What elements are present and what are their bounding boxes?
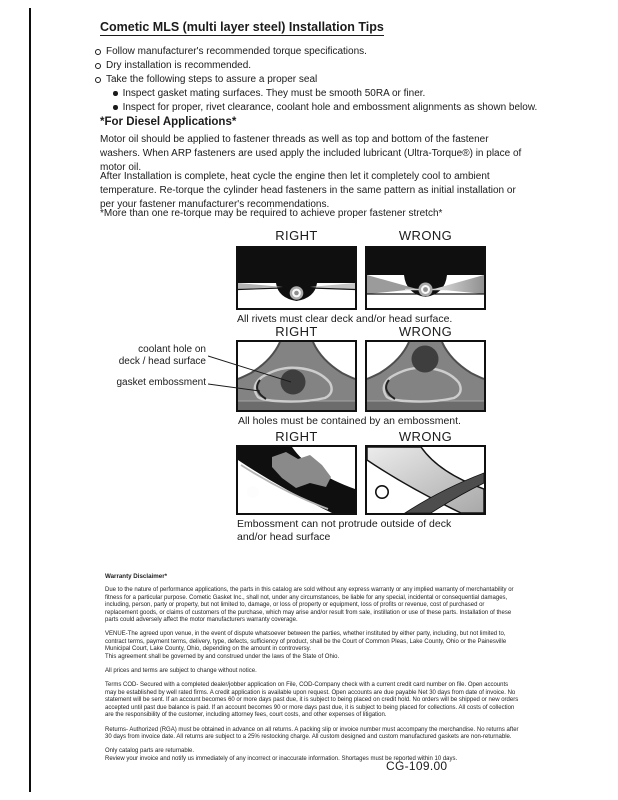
callout-text: gasket embossment bbox=[116, 377, 206, 388]
list-item bbox=[113, 101, 537, 115]
legal-paragraph: VENUE-The agreed upon venue, in the event of dispute whatsoever between the parties, whether instituted by either party, including, but not limited to, contract terms, payment terms, delivery, type, defects, sufficiency of product, shall be the Court of Common Pleas, Lake County, Ohio or the Painesville Municipal Court, Lake County, Ohio, depending on the amount in controversy. bbox=[105, 631, 507, 653]
wrong-label: WRONG bbox=[398, 324, 453, 339]
bolt-hole-icon bbox=[247, 486, 259, 498]
wrong-label: WRONG bbox=[398, 228, 453, 243]
callout-text: coolant hole on bbox=[138, 344, 206, 355]
rivet-caption: All rivets must clear deck and/or head surface. bbox=[237, 313, 453, 325]
page-edge-line bbox=[29, 8, 31, 792]
bullet-text: Inspect gasket mating surfaces. They must be smooth 50RA or finer. bbox=[122, 88, 426, 99]
callout-text: deck / head surface bbox=[118, 355, 206, 367]
tips-list bbox=[95, 45, 537, 115]
legal-paragraph: All prices and terms are subject to change without notice. bbox=[105, 668, 257, 675]
embossment-wrong-diagram bbox=[365, 340, 486, 412]
bolt-hole-icon bbox=[376, 486, 388, 498]
wrong-label: WRONG bbox=[398, 429, 453, 444]
caption-text: and/or head surface bbox=[237, 530, 331, 543]
coolant-hole-icon bbox=[281, 370, 306, 395]
filled-bullet-icon bbox=[113, 105, 118, 110]
bullet-text: Inspect for proper, rivet clearance, coolant hole and embossment alignments as shown below. bbox=[122, 102, 538, 113]
embossment-right-diagram bbox=[236, 340, 357, 412]
warranty-heading: Warranty Disclaimer* bbox=[105, 573, 168, 580]
protrusion-wrong-diagram bbox=[365, 445, 486, 515]
coolant-hole-callout bbox=[100, 344, 206, 367]
list-item bbox=[95, 45, 537, 59]
diesel-paragraph: Motor oil should be applied to fastener threads as well as top and bottom of the fastener washers. When ARP fasteners are used apply the included lubricant (Ultra-Torque®) in place of motor oil. bbox=[100, 134, 522, 173]
open-bullet-icon bbox=[95, 63, 101, 69]
caption-text: Embossment can not protrude outside of deck bbox=[237, 518, 452, 530]
retorque-note: *More than one re-torque may be required to achieve proper fastener stretch* bbox=[100, 208, 443, 219]
right-label: RIGHT bbox=[275, 324, 318, 339]
open-bullet-icon bbox=[95, 49, 101, 55]
protrusion-caption bbox=[237, 518, 451, 543]
list-item bbox=[95, 73, 537, 87]
list-item bbox=[113, 87, 537, 101]
diesel-heading: *For Diesel Applications* bbox=[100, 116, 237, 128]
right-label: RIGHT bbox=[275, 429, 318, 444]
coolant-hole-icon bbox=[412, 346, 439, 373]
legal-paragraph: Terms COD- Secured with a completed dealer/jobber application on File, COD-Company check with a current credit card number on file. Open accounts may be established by well rated firms. A credit application is available upon request. Open accounts are due payable Net 30 days from date of invoice. No statement will be sent. If an account becomes 60 or more days past due, it is subject to being placed on credit hold. No orders will be shipped or new orders accepted until past due balance is paid. If an account becomes 90 or more days past due, it is subject to being placed for collections. All costs of collection are the responsibility of the customer, including attorney fees, court costs, and other expenses of litigation. bbox=[105, 682, 519, 719]
legal-paragraph: This agreement shall be governed by and construed under the laws of the State of Ohio. bbox=[105, 653, 340, 660]
legal-paragraph: Returns- Authorized (RGA) must be obtained in advance on all returns. A packing slip or invoice number must accompany the merchandise. No returns after 30 days from invoice date. All returns are subject to a 25% restocking charge. All custom designed and custom manufactured gaskets are non-returnable. bbox=[105, 726, 519, 740]
rivet-icon bbox=[419, 283, 433, 297]
bullet-text: Dry installation is recommended. bbox=[106, 60, 252, 71]
bullet-text: Follow manufacturer's recommended torque specifications. bbox=[106, 46, 367, 57]
open-bullet-icon bbox=[95, 77, 101, 83]
list-item bbox=[95, 59, 537, 73]
page-title: Cometic MLS (multi layer steel) Installation Tips bbox=[100, 20, 384, 34]
filled-bullet-icon bbox=[113, 91, 118, 96]
legal-text bbox=[105, 573, 519, 770]
rivet-icon bbox=[290, 286, 304, 300]
diesel-paragraph: After Installation is complete, heat cycle the engine then let it completely cool to ambient temperature. Re-torque the cylinder head fasteners in the same pattern as initial installation or per your fastener manufacturer's recommendations. bbox=[100, 171, 516, 210]
rivet-right-diagram bbox=[236, 246, 357, 310]
right-label: RIGHT bbox=[275, 228, 318, 243]
protrusion-right-diagram bbox=[236, 445, 357, 515]
legal-paragraph: Due to the nature of performance applications, the parts in this catalog are sold without any express warranty or any implied warranty of merchantability or fitness for a particular purpose. Cometic Gasket Inc., shall not, under any circumstances, be liable for any special, incidental or consequential damages, including, person, party or property, but not limited to, damage, or loss of property or equipment, loss of profits or revenue, cost of purchased or replacement goods, or claims of customers of the purchase, which may arise and/or result from sale, instillation or use of these parts. Installation of these parts could adversely affect the motor manufacturers warranty coverage. bbox=[105, 587, 514, 624]
bullet-text: Take the following steps to assure a proper seal bbox=[106, 74, 318, 85]
rivet-wrong-diagram bbox=[365, 246, 486, 310]
holes-caption: All holes must be contained by an embossment. bbox=[238, 415, 461, 427]
legal-paragraph: Review your invoice and notify us immediately of any incorrect or inaccurate information. Shortages must be reported within 10 days. bbox=[105, 755, 458, 762]
embossment-callout bbox=[100, 377, 206, 389]
catalog-code: CG-109.00 bbox=[386, 759, 448, 773]
legal-paragraph: Only catalog parts are returnable. bbox=[105, 748, 195, 755]
